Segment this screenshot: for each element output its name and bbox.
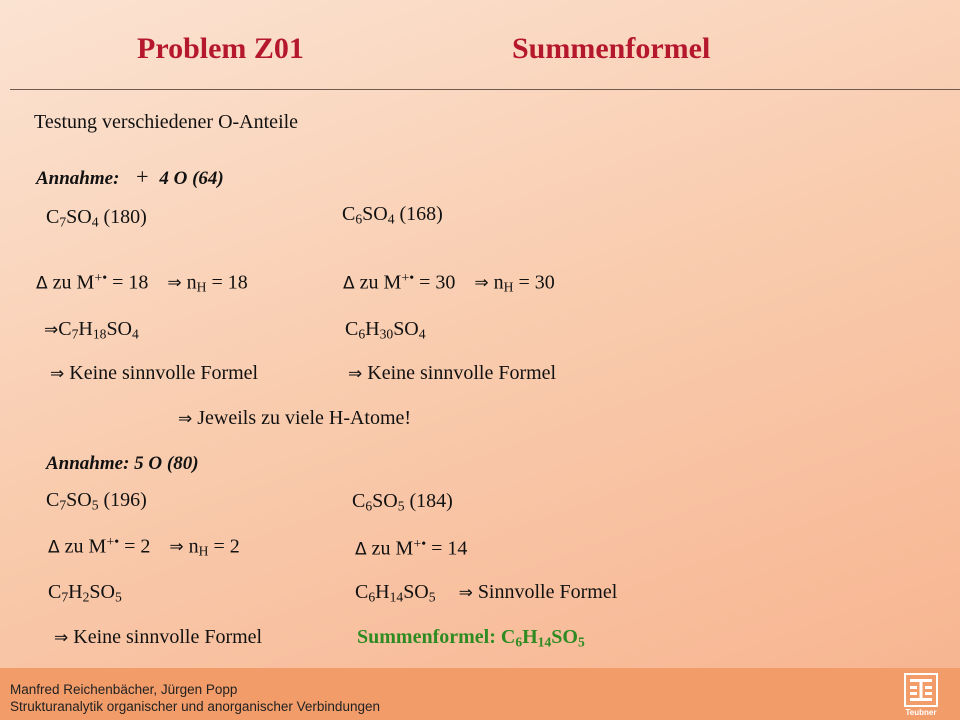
footer-book-title: Strukturanalytik organischer und anorganischer Verbindungen: [10, 699, 380, 714]
nh-value: = 30: [518, 271, 555, 294]
topic-title: Summenformel: [512, 32, 711, 65]
implies-icon: ⇒: [50, 364, 65, 384]
formula-c6so4: $C_6SO_4$: [342, 203, 395, 227]
annahme2-right-delta: [355, 537, 467, 560]
result-note: Sinnvolle Formel: [477, 581, 618, 603]
implies-icon: ⇒: [54, 628, 69, 648]
mass-184: (184): [409, 490, 453, 512]
nh-text: n: [188, 535, 199, 558]
conclusion-text: Keine sinnvolle Formel: [367, 362, 557, 384]
annahme1-right-result: [345, 318, 426, 341]
radical-cation-icon: +•: [106, 535, 120, 550]
header-divider: [10, 89, 960, 90]
delta-value: = 18: [112, 271, 149, 294]
formula-c7so5: $C_7SO_5$: [46, 489, 99, 513]
final-formula: $C_6H_{14}SO_5$: [500, 626, 585, 650]
annahme1-right-delta: [343, 271, 555, 294]
implies-icon: ⇒: [178, 409, 193, 429]
annahme2-right-result: [355, 581, 617, 604]
formula-c6h30so4: $C_6H_{30}SO_4$: [345, 318, 426, 342]
annahme2-left-result: [48, 581, 122, 604]
annahme1-summary: [178, 407, 411, 430]
annahme2-heading: Annahme: 5 O (80): [46, 453, 199, 474]
formula-c7so4: $C_7SO_4$: [46, 206, 99, 230]
final-formula-line: [357, 626, 585, 649]
annahme1-left-result: [44, 318, 139, 341]
implies-icon: ⇒: [474, 273, 489, 294]
problem-title: Problem Z01: [137, 32, 304, 65]
formula-c7h2so5: $C_7H_2SO_5$: [48, 581, 122, 605]
formula-c6h14so5: $C_6H_{14}SO_5$: [355, 581, 436, 605]
publisher-logo-icon: [904, 673, 938, 707]
radical-cation-icon: +•: [94, 271, 108, 286]
annahme1-label: Annahme:: [36, 168, 120, 189]
nh-text: n: [493, 271, 504, 294]
annahme1-right-formula: [342, 203, 443, 226]
delta-icon: Δ: [355, 539, 367, 560]
implies-icon: ⇒: [169, 537, 184, 558]
publisher-name: Teubner: [905, 708, 937, 717]
annahme1-heading: [36, 164, 224, 190]
implies-icon: ⇒: [44, 320, 59, 340]
nh-value: = 2: [213, 535, 240, 558]
annahme2-left-delta: [48, 535, 240, 558]
nh-value: = 18: [211, 271, 248, 294]
delta-value: = 30: [419, 271, 456, 294]
implies-icon: ⇒: [348, 364, 363, 384]
annahme1-left-conclusion: [50, 362, 258, 385]
implies-icon: ⇒: [167, 273, 182, 294]
delta-text: zu M: [64, 535, 107, 558]
delta-icon: Δ: [48, 537, 60, 558]
final-label: Summenformel:: [357, 626, 496, 648]
annahme1-left-formula: [46, 206, 147, 229]
plus-sign: +: [136, 164, 149, 189]
annahme1-right-conclusion: [348, 362, 556, 385]
nh-sub: H: [503, 279, 514, 295]
annahme1-left-delta: [36, 271, 248, 294]
annahme1-rest: 4 O (64): [159, 168, 224, 189]
annahme2-left-formula: [46, 489, 147, 512]
delta-text: zu M: [52, 271, 95, 294]
nh-text: n: [186, 271, 197, 294]
nh-sub: H: [196, 279, 207, 295]
implies-icon: ⇒: [458, 583, 473, 603]
delta-text: zu M: [371, 537, 414, 560]
delta-icon: Δ: [343, 273, 355, 294]
delta-value: = 2: [124, 535, 151, 558]
nh-sub: H: [198, 543, 209, 559]
mass-196: (196): [103, 489, 147, 511]
mass-168: (168): [399, 203, 443, 225]
formula-c7h18so4: $C_7H_{18}SO_4$: [58, 318, 139, 342]
delta-icon: Δ: [36, 273, 48, 294]
mass-180: (180): [103, 206, 147, 228]
annahme2-right-formula: [352, 490, 453, 513]
summary-text: Jeweils zu viele H-Atome!: [197, 407, 412, 429]
conclusion-text: Keine sinnvolle Formel: [73, 626, 263, 648]
conclusion-text: Keine sinnvolle Formel: [69, 362, 259, 384]
radical-cation-icon: +•: [401, 271, 415, 286]
footer-authors: Manfred Reichenbächer, Jürgen Popp: [10, 682, 238, 697]
intro-text: Testung verschiedener O-Anteile: [34, 111, 299, 133]
radical-cation-icon: +•: [413, 537, 427, 552]
formula-c6so5: $C_6SO_5$: [352, 490, 405, 514]
delta-text: zu M: [359, 271, 402, 294]
annahme2-left-conclusion: [54, 626, 262, 649]
delta-value: = 14: [431, 537, 468, 560]
